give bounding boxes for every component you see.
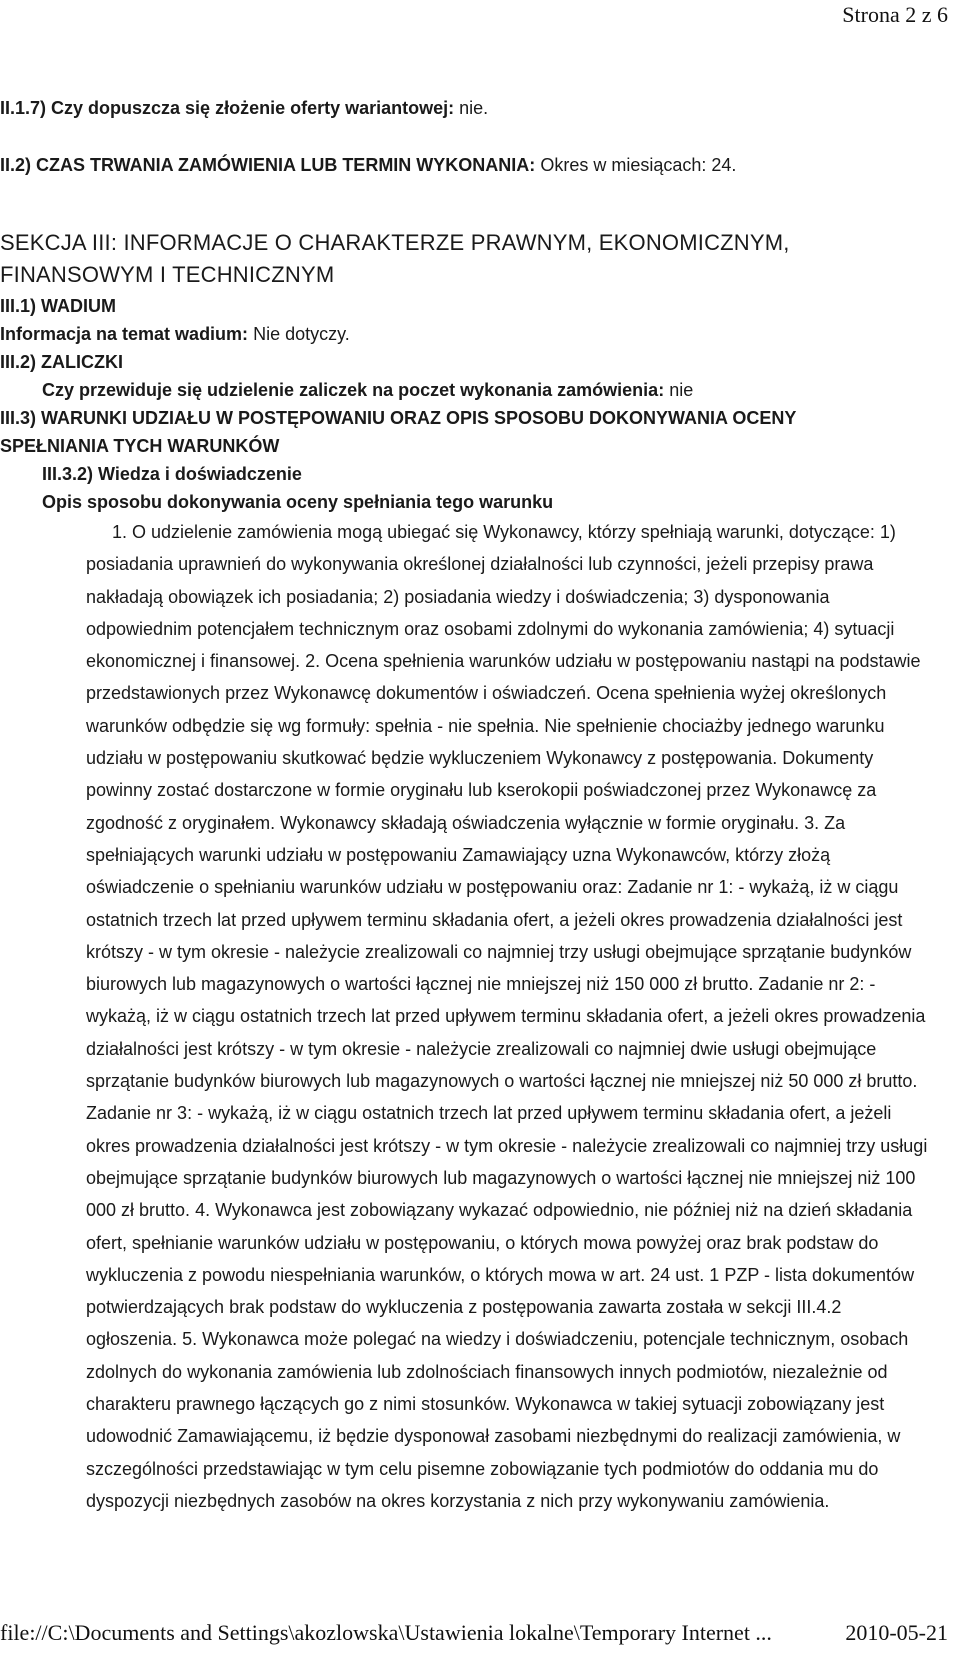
zaliczki-row xyxy=(42,380,693,401)
wadium-row xyxy=(0,324,350,345)
variant-offer-value: nie. xyxy=(459,98,489,118)
footer-date: 2010-05-21 xyxy=(845,1620,948,1645)
zaliczki-label: Czy przewiduje się udzielenie zaliczek na poczet wykonania zamówienia: xyxy=(42,380,665,400)
wiedza-subheading: III.3.2) Wiedza i doświadczenie xyxy=(42,464,302,484)
page-indicator: Strona 2 z 6 xyxy=(842,2,948,27)
section-iii-title: SEKCJA III: INFORMACJE O CHARAKTERZE PRAWNYM, EKONOMICZNYM, FINANSOWYM I TECHNICZNYM xyxy=(0,230,790,287)
footer-file-path: file://C:\Documents and Settings\akozlowska\Ustawienia lokalne\Temporary Internet ... xyxy=(0,1620,772,1645)
wadium-heading: III.1) WADIUM xyxy=(0,296,116,316)
conditions-body xyxy=(86,516,936,1517)
warunki-heading-line2: SPEŁNIANIA TYCH WARUNKÓW xyxy=(0,436,280,456)
warunki-heading-line1: III.3) WARUNKI UDZIAŁU W POSTĘPOWANIU ORAZ OPIS SPOSOBU DOKONYWANIA OCENY xyxy=(0,408,797,428)
wadium-value: Nie dotyczy. xyxy=(253,324,350,344)
assessment-label: Opis sposobu dokonywania oceny spełniania tego warunku xyxy=(42,492,554,512)
variant-offer-label: II.1.7) Czy dopuszcza się złożenie oferty wariantowej: xyxy=(0,98,455,118)
duration-row xyxy=(0,155,736,176)
zaliczki-heading: III.2) ZALICZKI xyxy=(0,352,123,372)
zaliczki-value: nie xyxy=(669,380,694,400)
conditions-paragraph: 1. O udzielenie zamówienia mogą ubiegać się Wykonawcy, którzy spełniają warunki, dotyczące: 1) posiadania uprawnień do wykonywania określonej działalności lub czynności, jeżeli przepisy prawa nakładają obowiązek ich posiadania; 2) posiadania wiedzy i doświadczenia; 3) dysponowania odpowiednim potencjałem technicznym oraz osobami zdolnymi do wykonania zamówienia; 4) sytuacji ekonomicznej i finansowej. 2. Ocena spełnienia warunków udziału w postępowaniu nastąpi na podstawie przedstawionych przez Wykonawcę dokumentów i oświadczeń. Ocena spełnienia wyżej określonych warunków odbędzie się wg formuły: spełnia - nie spełnia. Nie spełnienie chociażby jednego warunku udziału w postępowaniu skutkować będzie wykluczeniem Wykonawcy z postępowania. Dokumenty powinny zostać dostarczone w formie oryginału lub kserokopii poświadczonej przez Wykonawcę za zgodność z oryginałem. Wykonawcy składają oświadczenia wyłącznie w formie oryginału. 3. Za spełniających warunki udziału w postępowaniu Zamawiający uzna Wykonawców, którzy złożą oświadczenie o spełnianiu warunków udziału w postępowaniu oraz: Zadanie nr 1: - wykażą, iż w ciągu ostatnich trzech lat przed upływem terminu składania ofert, a jeżeli okres prowadzenia działalności jest krótszy - w tym okresie - należycie zrealizowali co najmniej trzy usługi obejmujące sprzątanie budynków biurowych lub magazynowych o wartości łącznej nie mniejszej niż 150 000 zł brutto. Zadanie nr 2: - wykażą, iż w ciągu ostatnich trzech lat przed upływem terminu składania ofert, a jeżeli okres prowadzenia działalności jest krótszy - w tym okresie - należycie zrealizowali co najmniej dwie usługi obejmujące sprzątanie budynków biurowych lub magazynowych o wartości łącznej nie mniejszej niż 50 000 zł brutto. Zadanie nr 3: - wykażą, iż w ciągu ostatnich trzech lat przed upływem terminu składania ofert, a jeżeli okres prowadzenia działalności jest krótszy - w tym okresie - należycie zrealizowali co najmniej trzy usługi obejmujące sprzątanie budynków biurowych lub magazynowych o wartości łącznej nie mniejszej niż 100 000 zł brutto. 4. Wykonawca jest zobowiązany wykazać odpowiednio, nie później niż na dzień składania ofert, spełnianie warunków udziału w postępowaniu, o których mowa powyżej oraz brak podstaw do wykluczenia z powodu niespełniania warunków, o których mowa w art. 24 ust. 1 PZP - lista dokumentów potwierdzających brak podstaw do wykluczenia z postępowania zawarta została w sekcji III.4.2 ogłoszenia. 5. Wykonawca może polegać na wiedzy i doświadczeniu, potencjale technicznym, osobach zdolnych do wykonania zamówienia lub zdolnościach finansowych innych podmiotów, niezależnie od charakteru prawnego łączących go z nimi stosunków. Wykonawca w takiej sytuacji zobowiązany jest udowodnić Zamawiającemu, iż będzie dysponował zasobami niezbędnymi do realizacji zamówienia, w szczególności przedstawiając w tym celu pisemne zobowiązanie tych podmiotów do oddania mu do dyspozycji niezbędnych zasobów na okres korzystania z nich przy wykonywaniu zamówienia. xyxy=(86,522,928,1511)
wadium-label: Informacja na temat wadium: xyxy=(0,324,249,344)
duration-value: Okres w miesiącach: 24. xyxy=(540,155,737,175)
duration-label: II.2) CZAS TRWANIA ZAMÓWIENIA LUB TERMIN WYKONANIA: xyxy=(0,155,536,175)
variant-offer-row xyxy=(0,98,488,119)
